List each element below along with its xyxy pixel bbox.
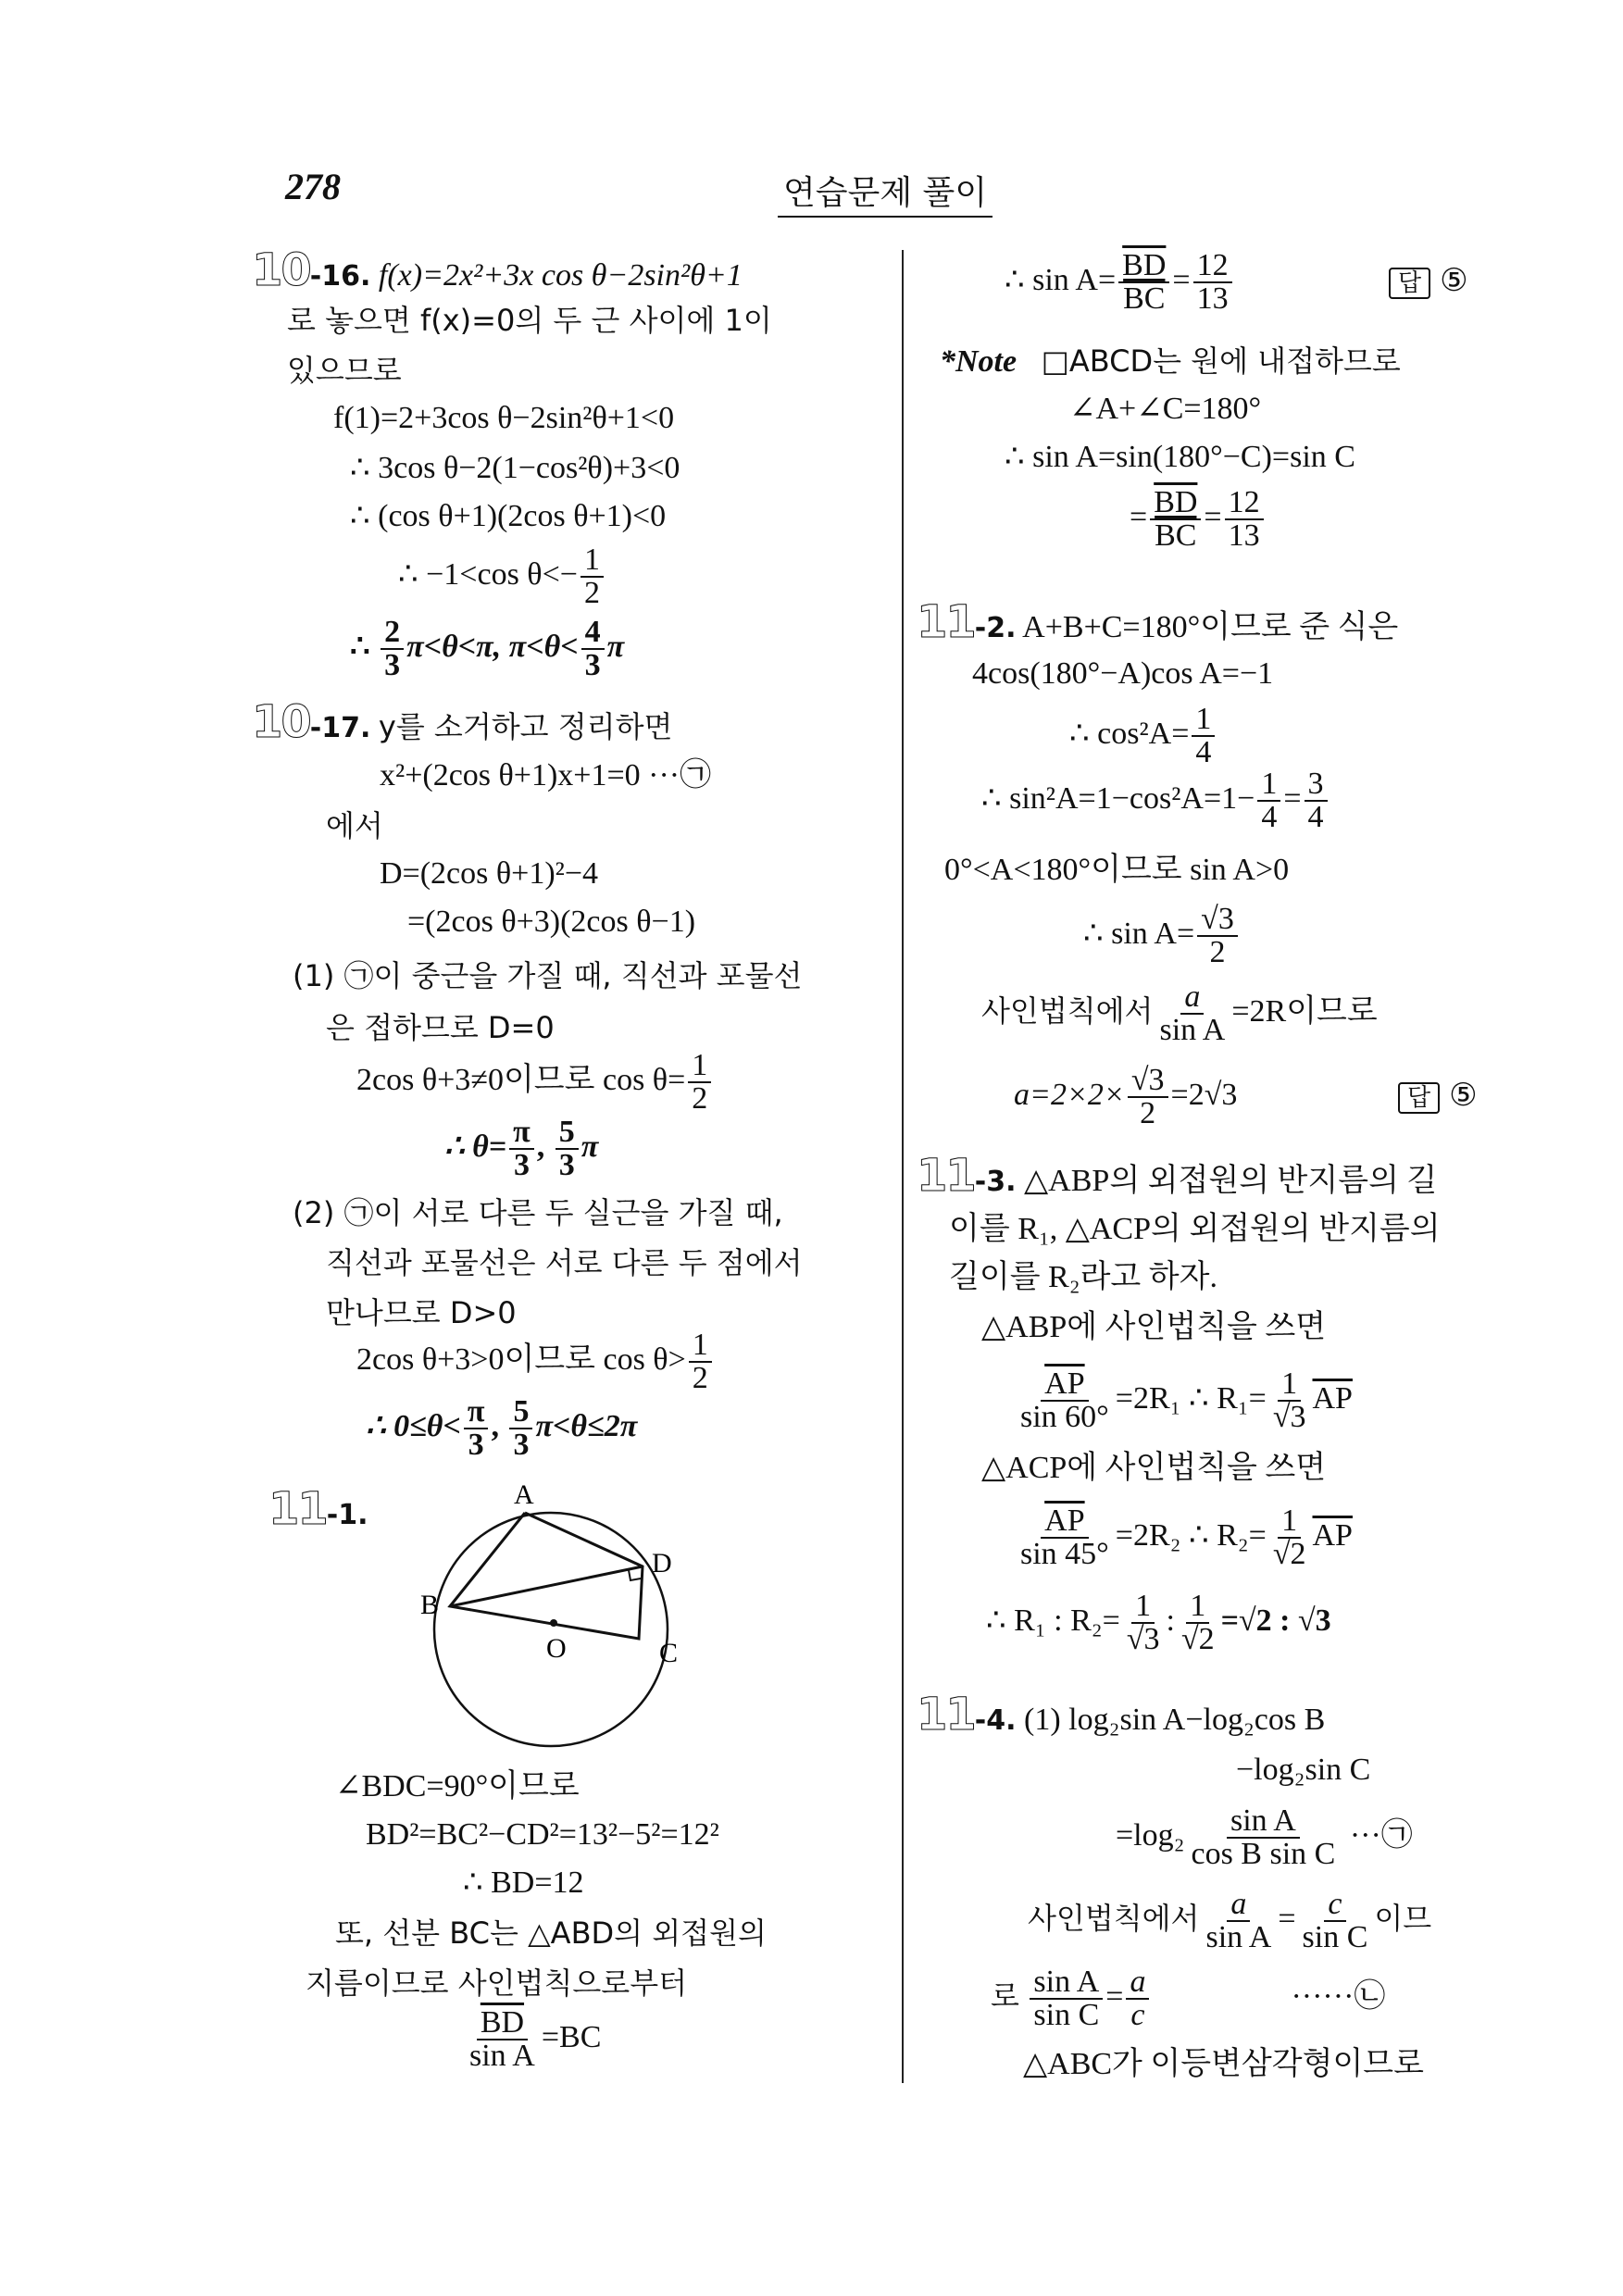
numerator: 1 — [1131, 1591, 1155, 1624]
text: $\overline{AP}$ — [1312, 1517, 1353, 1553]
equation-line — [356, 1050, 714, 1115]
equation-line: ∴ sin A=sin(180°−C)=sin C — [1005, 440, 1355, 474]
text: =2R₁ ∴ R₁= — [1115, 1380, 1267, 1416]
denominator: 2 — [1209, 935, 1226, 969]
text-line: 이를 R₁, △ACP의 외접원의 반지름의 — [949, 1212, 1441, 1246]
numerator: a — [1180, 981, 1204, 1015]
denominator: 2 — [583, 576, 600, 610]
equation-line: x²+(2cos θ+1)x+1=0 ···㉠ — [380, 758, 712, 792]
denominator: 4 — [1195, 735, 1212, 769]
equation-line — [1014, 1065, 1237, 1129]
text: ∴ θ= — [444, 1129, 507, 1164]
fraction — [1155, 981, 1229, 1046]
numerator: 4 — [581, 617, 605, 650]
chapter-title: 연습문제 풀이 — [778, 167, 993, 218]
fraction — [464, 1396, 489, 1461]
fraction — [1118, 250, 1169, 315]
numerator: $\overline{BD}$ — [1150, 487, 1201, 520]
problem-11-1-header — [268, 1483, 368, 1535]
numerator: π — [464, 1396, 489, 1429]
fraction — [1187, 1805, 1339, 1870]
text: =BC — [541, 2019, 602, 2054]
problem-11-2-header — [917, 596, 1399, 648]
fraction — [1128, 1065, 1168, 1129]
text: ∴ cos²A= — [1069, 716, 1190, 751]
denominator: 3 — [584, 648, 601, 682]
text: , — [491, 1408, 499, 1443]
denominator: 3 — [384, 648, 401, 682]
text: ∴ sin²A=1−cos²A=1− — [981, 780, 1255, 816]
problem-11-3-header — [917, 1150, 1438, 1202]
answer-value: ⑤ — [1440, 264, 1468, 298]
numerator: c — [1324, 1889, 1345, 1922]
text-line: (2) ㉠이 서로 다른 두 실근을 가질 때, — [293, 1195, 783, 1230]
text: =log₂ — [1116, 1817, 1185, 1853]
problem-subnumber: -17. — [309, 712, 371, 744]
numerator: 1 — [1186, 1591, 1209, 1624]
text: =2R이므로 — [1231, 993, 1378, 1029]
fraction — [1178, 1591, 1218, 1655]
problem-subnumber: -4. — [974, 1704, 1017, 1737]
denominator: sin C — [1033, 1998, 1100, 2032]
label-c: C — [659, 1638, 679, 1668]
text: 2cos θ+3>0이므로 cos θ> — [356, 1341, 686, 1377]
text-line: (1) log₂sin A−log₂cos B — [1024, 1703, 1326, 1737]
text: 이므 — [1374, 1900, 1432, 1936]
equation-line — [1116, 1805, 1413, 1870]
equation-line — [398, 544, 606, 609]
denominator: cos B sin C — [1191, 1837, 1336, 1871]
problem-number: 10 — [252, 696, 310, 748]
text: =√2 : √3 — [1220, 1603, 1331, 1638]
denominator: √2 — [1272, 1537, 1306, 1571]
equation-line — [356, 1329, 715, 1394]
text-line: 길이를 R₂라고 하자. — [949, 1260, 1217, 1294]
text-line: y를 소거하고 정리하면 — [378, 709, 673, 744]
numerator: 1 — [689, 1329, 712, 1363]
numerator: 1 — [1257, 768, 1280, 802]
text: $\overline{AP}$ — [1312, 1380, 1353, 1416]
column-divider — [902, 250, 904, 2083]
text: 2cos θ+3≠0이므로 cos θ= — [356, 1062, 686, 1097]
denominator: BC — [1123, 281, 1166, 316]
text-line: 에서 — [326, 808, 383, 843]
fraction — [1123, 1591, 1164, 1655]
equation-line — [1014, 1505, 1353, 1570]
denominator: sin C — [1302, 1920, 1368, 1954]
text-line: △ABP의 외접원의 반지름의 길 — [1024, 1164, 1438, 1198]
equation-line — [1130, 487, 1267, 552]
equation-line — [1005, 250, 1235, 315]
denominator: 13 — [1228, 518, 1260, 553]
equation-line: ∴ BD=12 — [463, 1866, 584, 1900]
problem-number: 11 — [268, 1483, 327, 1535]
text: ∴ R₁ : R₂= — [986, 1603, 1120, 1638]
center-point — [550, 1619, 557, 1627]
problem-10-17-header — [252, 696, 673, 748]
numerator: 12 — [1193, 250, 1232, 283]
fraction — [1192, 704, 1215, 768]
denominator: √3 — [1272, 1400, 1306, 1434]
fraction — [1257, 768, 1280, 833]
equation-line — [991, 1966, 1385, 2031]
denominator: sin A — [1159, 1013, 1226, 1047]
text: 사인법칙에서 — [1028, 1900, 1200, 1936]
text-line: 있으므로 — [287, 353, 402, 388]
denominator: 4 — [1261, 800, 1278, 834]
note-tag: *Note — [940, 344, 1017, 379]
equation-line: 4cos(180°−A)cos A=−1 — [972, 656, 1274, 691]
fraction — [1150, 487, 1201, 552]
numerator: 2 — [381, 617, 404, 650]
numerator: a — [1227, 1889, 1250, 1922]
denominator: 4 — [1307, 800, 1324, 834]
denominator: 2 — [1140, 1096, 1156, 1130]
fraction — [556, 1117, 579, 1181]
text: ∴ sin A= — [1005, 262, 1117, 297]
problem-subnumber: -16. — [309, 260, 371, 293]
answer-badge: 답 — [1398, 1082, 1440, 1114]
problem-subnumber: -3. — [974, 1166, 1017, 1198]
label-d: D — [652, 1548, 672, 1578]
text: ∴ sin A= — [1083, 916, 1195, 951]
numerator: $\overline{AP}$ — [1041, 1505, 1088, 1539]
text-line: (1) ㉠이 중근을 가질 때, 직선과 포물선 — [293, 958, 803, 993]
text: π — [606, 629, 625, 664]
numerator: sin A — [1227, 1805, 1300, 1839]
fraction — [581, 617, 605, 681]
denominator: BC — [1155, 518, 1197, 553]
text-line: 로 놓으면 f(x)=0의 두 근 사이에 1이 — [287, 303, 772, 338]
fraction — [381, 617, 404, 681]
denominator: c — [1130, 1998, 1145, 2032]
label-o: O — [546, 1633, 567, 1664]
equation-line — [1083, 904, 1241, 968]
equation-line: f(1)=2+3cos θ−2sin²θ+1<0 — [333, 401, 675, 435]
fraction — [1269, 1505, 1310, 1570]
numerator: π — [509, 1117, 534, 1150]
text: ···㉠ — [1342, 1817, 1413, 1853]
equation-line: BD²=BC²−CD²=13²−5²=12² — [366, 1817, 719, 1852]
problem-11-4-header — [917, 1689, 1326, 1741]
text: □ABCD는 원에 내접하므로 — [1041, 343, 1401, 379]
equation-line — [981, 981, 1378, 1046]
text-line: △ABC가 이등변삼각형이므로 — [1023, 2047, 1424, 2081]
denominator: sin 60° — [1020, 1400, 1109, 1434]
fraction — [1225, 487, 1264, 552]
text-line: A+B+C=180°이므로 준 식은 — [1022, 610, 1399, 644]
equation-line: ∠BDC=90°이므로 — [335, 1769, 580, 1803]
problem-10-16-header — [252, 244, 743, 296]
denominator: 3 — [513, 1428, 530, 1462]
text: ······㉡ — [1291, 1978, 1386, 2014]
numerator: 1 — [1192, 704, 1215, 737]
text: 사인법칙에서 — [981, 992, 1154, 1029]
fraction — [509, 1117, 534, 1181]
text: = — [1204, 499, 1222, 534]
fraction — [1202, 1889, 1275, 1953]
equation-line-bold — [444, 1117, 598, 1181]
equation-line — [463, 2007, 601, 2072]
text: =2√3 — [1170, 1077, 1238, 1112]
equation-line — [1028, 1889, 1431, 1953]
answer — [1389, 263, 1468, 300]
denominator: sin A — [1205, 1920, 1272, 1954]
denominator: sin A — [469, 2039, 535, 2073]
text: ∴ — [350, 629, 370, 664]
text-line: f(x)=2x²+3x cos θ−2sin²θ+1 — [378, 258, 743, 293]
equation-line-bold — [366, 1396, 637, 1461]
label-a: A — [514, 1481, 534, 1510]
denominator: 13 — [1196, 281, 1229, 316]
text: = — [1130, 499, 1148, 534]
text-line: 지름이므로 사인법칙으로부터 — [306, 1965, 688, 2001]
text: ∴ −1<cos θ<− — [398, 556, 578, 592]
denominator: √3 — [1126, 1622, 1160, 1656]
text: 로 — [991, 1978, 1019, 2014]
fraction — [1017, 1505, 1113, 1570]
equation-line: 0°<A<180°이므로 sin A>0 — [944, 853, 1290, 887]
right-angle-mark — [629, 1570, 641, 1580]
text: = — [1283, 780, 1302, 816]
denominator: 3 — [558, 1148, 575, 1182]
note-line — [940, 343, 1401, 381]
numerator: $\overline{BD}$ — [1118, 250, 1169, 283]
fraction — [1017, 1368, 1113, 1433]
numerator: 5 — [509, 1396, 532, 1429]
numerator: 12 — [1225, 487, 1264, 520]
denominator: 3 — [468, 1428, 484, 1462]
fraction — [688, 1050, 711, 1115]
text: , — [536, 1129, 545, 1164]
text-line: 은 접하므로 D=0 — [326, 1010, 555, 1045]
numerator: 1 — [1278, 1505, 1301, 1539]
fraction — [1126, 1966, 1149, 2031]
fraction — [581, 544, 604, 609]
problem-number: 11 — [917, 1150, 975, 1202]
text: = — [1278, 1901, 1296, 1936]
fraction — [1030, 1966, 1103, 2031]
text: : — [1166, 1603, 1175, 1638]
fraction — [466, 2007, 539, 2072]
numerator: 1 — [688, 1050, 711, 1083]
equation-line — [981, 768, 1330, 833]
text-line: 만나므로 D>0 — [326, 1295, 517, 1330]
equation-line: =(2cos θ+3)(2cos θ−1) — [407, 905, 696, 939]
equation-line — [986, 1591, 1331, 1655]
numerator: √3 — [1128, 1065, 1168, 1098]
numerator: √3 — [1197, 904, 1238, 937]
text-line: △ABP에 사인법칙을 쓰면 — [981, 1310, 1327, 1344]
circle-diagram — [407, 1481, 713, 1759]
text-line: △ACP에 사인법칙을 쓰면 — [981, 1451, 1327, 1485]
equation-line-bold — [350, 617, 624, 681]
denominator: 3 — [513, 1148, 530, 1182]
numerator: 5 — [556, 1117, 579, 1150]
text: π<θ<π, π<θ< — [406, 629, 579, 664]
fraction — [1269, 1368, 1310, 1433]
text-line: 직선과 포물선은 서로 다른 두 점에서 — [326, 1245, 803, 1280]
equation-line — [1069, 704, 1217, 768]
equation-line — [1014, 1368, 1353, 1433]
numerator: 1 — [1278, 1368, 1301, 1402]
problem-number: 11 — [917, 596, 975, 648]
text: = — [1172, 262, 1191, 297]
circumcircle — [434, 1513, 668, 1746]
fraction — [1305, 768, 1328, 833]
fraction — [1193, 250, 1232, 315]
numerator: 3 — [1305, 768, 1328, 802]
fraction — [1197, 904, 1238, 968]
problem-number: 10 — [252, 244, 310, 296]
answer — [1398, 1078, 1478, 1115]
answer-badge: 답 — [1389, 268, 1430, 299]
numerator: $\overline{BD}$ — [477, 2007, 528, 2040]
equation-line: ∴ 3cos θ−2(1−cos²θ)+3<0 — [350, 451, 680, 485]
numerator: sin A — [1030, 1966, 1103, 2000]
denominator: √2 — [1180, 1622, 1215, 1656]
fraction — [689, 1329, 712, 1394]
fraction — [1299, 1889, 1372, 1953]
text: ∴ 0≤θ< — [366, 1408, 461, 1443]
numerator: 1 — [581, 544, 604, 578]
text: a=2×2× — [1014, 1077, 1125, 1112]
text: =2R₂ ∴ R₂= — [1115, 1517, 1267, 1553]
numerator: $\overline{AP}$ — [1041, 1368, 1088, 1402]
problem-subnumber: -2. — [974, 612, 1017, 644]
label-b: B — [420, 1590, 440, 1620]
text-line: 또, 선분 BC는 △ABD의 외접원의 — [335, 1915, 767, 1951]
denominator: 2 — [692, 1081, 708, 1116]
equation-line: ∠A+∠C=180° — [1069, 392, 1262, 426]
problem-subnumber: -1. — [326, 1499, 368, 1531]
fraction — [509, 1396, 532, 1461]
answer-value: ⑤ — [1449, 1079, 1478, 1113]
text: π — [581, 1129, 599, 1164]
equation-line: −log₂sin C — [1236, 1753, 1371, 1787]
equation-line: D=(2cos θ+1)²−4 — [380, 856, 599, 891]
text: π<θ≤2π — [535, 1408, 638, 1443]
problem-number: 11 — [917, 1689, 975, 1741]
text: = — [1105, 1978, 1124, 2014]
equation-line: ∴ (cos θ+1)(2cos θ+1)<0 — [350, 499, 667, 533]
denominator: sin 45° — [1020, 1537, 1109, 1571]
numerator: a — [1126, 1966, 1149, 2000]
page-number: 278 — [285, 166, 341, 207]
denominator: 2 — [692, 1361, 708, 1395]
